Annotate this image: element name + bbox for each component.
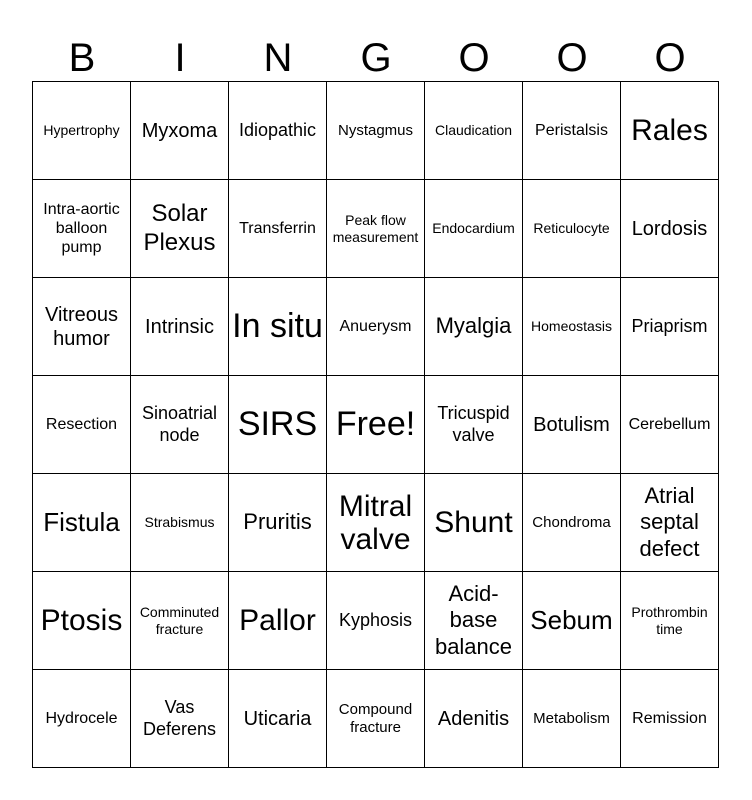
bingo-cell[interactable]: Idiopathic [229,82,327,180]
bingo-cell[interactable]: Hypertrophy [33,82,131,180]
bingo-cell[interactable]: Chondroma [523,474,621,572]
bingo-cell[interactable]: Uticaria [229,670,327,768]
header-letter-o-2: O [556,36,588,80]
header-letter-o: O [458,36,490,80]
bingo-cell[interactable]: Anuerysm [327,278,425,376]
bingo-cell[interactable]: Transferrin [229,180,327,278]
header-letter-g: G [360,36,392,80]
bingo-cell[interactable]: Kyphosis [327,572,425,670]
bingo-cell[interactable]: Rales [621,82,719,180]
bingo-cell[interactable]: Lordosis [621,180,719,278]
bingo-cell[interactable]: Prothrombin time [621,572,719,670]
bingo-cell[interactable]: Remission [621,670,719,768]
bingo-cell[interactable]: Peristalsis [523,82,621,180]
bingo-cell[interactable]: Hydrocele [33,670,131,768]
bingo-cell[interactable]: Pruritis [229,474,327,572]
bingo-cell[interactable]: SIRS [229,376,327,474]
bingo-cell[interactable]: Nystagmus [327,82,425,180]
free-space-cell[interactable]: Free! [327,376,425,474]
bingo-cell[interactable]: Shunt [425,474,523,572]
bingo-cell[interactable]: Intra-aortic balloon pump [33,180,131,278]
bingo-cell[interactable]: Fistula [33,474,131,572]
bingo-cell[interactable]: Mitral valve [327,474,425,572]
bingo-cell[interactable]: Acid-base balance [425,572,523,670]
bingo-cell[interactable]: Botulism [523,376,621,474]
bingo-cell[interactable]: Strabismus [131,474,229,572]
bingo-header [33,34,719,82]
bingo-cell[interactable]: Adenitis [425,670,523,768]
bingo-card-grid [32,81,719,768]
bingo-cell[interactable]: Homeostasis [523,278,621,376]
bingo-cell[interactable]: Sebum [523,572,621,670]
bingo-cell[interactable]: Vitreous humor [33,278,131,376]
header-letter-o-3: O [654,36,686,80]
bingo-cell[interactable]: Myalgia [425,278,523,376]
bingo-cell[interactable]: Pallor [229,572,327,670]
bingo-cell[interactable]: In situ [229,278,327,376]
bingo-cell[interactable]: Cerebellum [621,376,719,474]
bingo-cell[interactable]: Vas Deferens [131,670,229,768]
bingo-cell[interactable]: Priaprism [621,278,719,376]
bingo-cell[interactable]: Reticulocyte [523,180,621,278]
bingo-cell[interactable]: Claudication [425,82,523,180]
bingo-cell[interactable]: Sinoatrial node [131,376,229,474]
bingo-cell[interactable]: Myxoma [131,82,229,180]
bingo-cell[interactable]: Resection [33,376,131,474]
header-letter-b: B [68,36,96,80]
bingo-cell[interactable]: Endocardium [425,180,523,278]
bingo-cell[interactable]: Tricuspid valve [425,376,523,474]
bingo-cell[interactable]: Ptosis [33,572,131,670]
bingo-cell[interactable]: Compound fracture [327,670,425,768]
header-letter-n: N [263,36,293,80]
bingo-cell[interactable]: Intrinsic [131,278,229,376]
bingo-cell[interactable]: Metabolism [523,670,621,768]
bingo-cell[interactable]: Comminuted fracture [131,572,229,670]
header-letter-i: I [174,36,186,80]
bingo-cell[interactable]: Solar Plexus [131,180,229,278]
bingo-cell[interactable]: Peak flow measurement [327,180,425,278]
bingo-cell[interactable]: Atrial septal defect [621,474,719,572]
